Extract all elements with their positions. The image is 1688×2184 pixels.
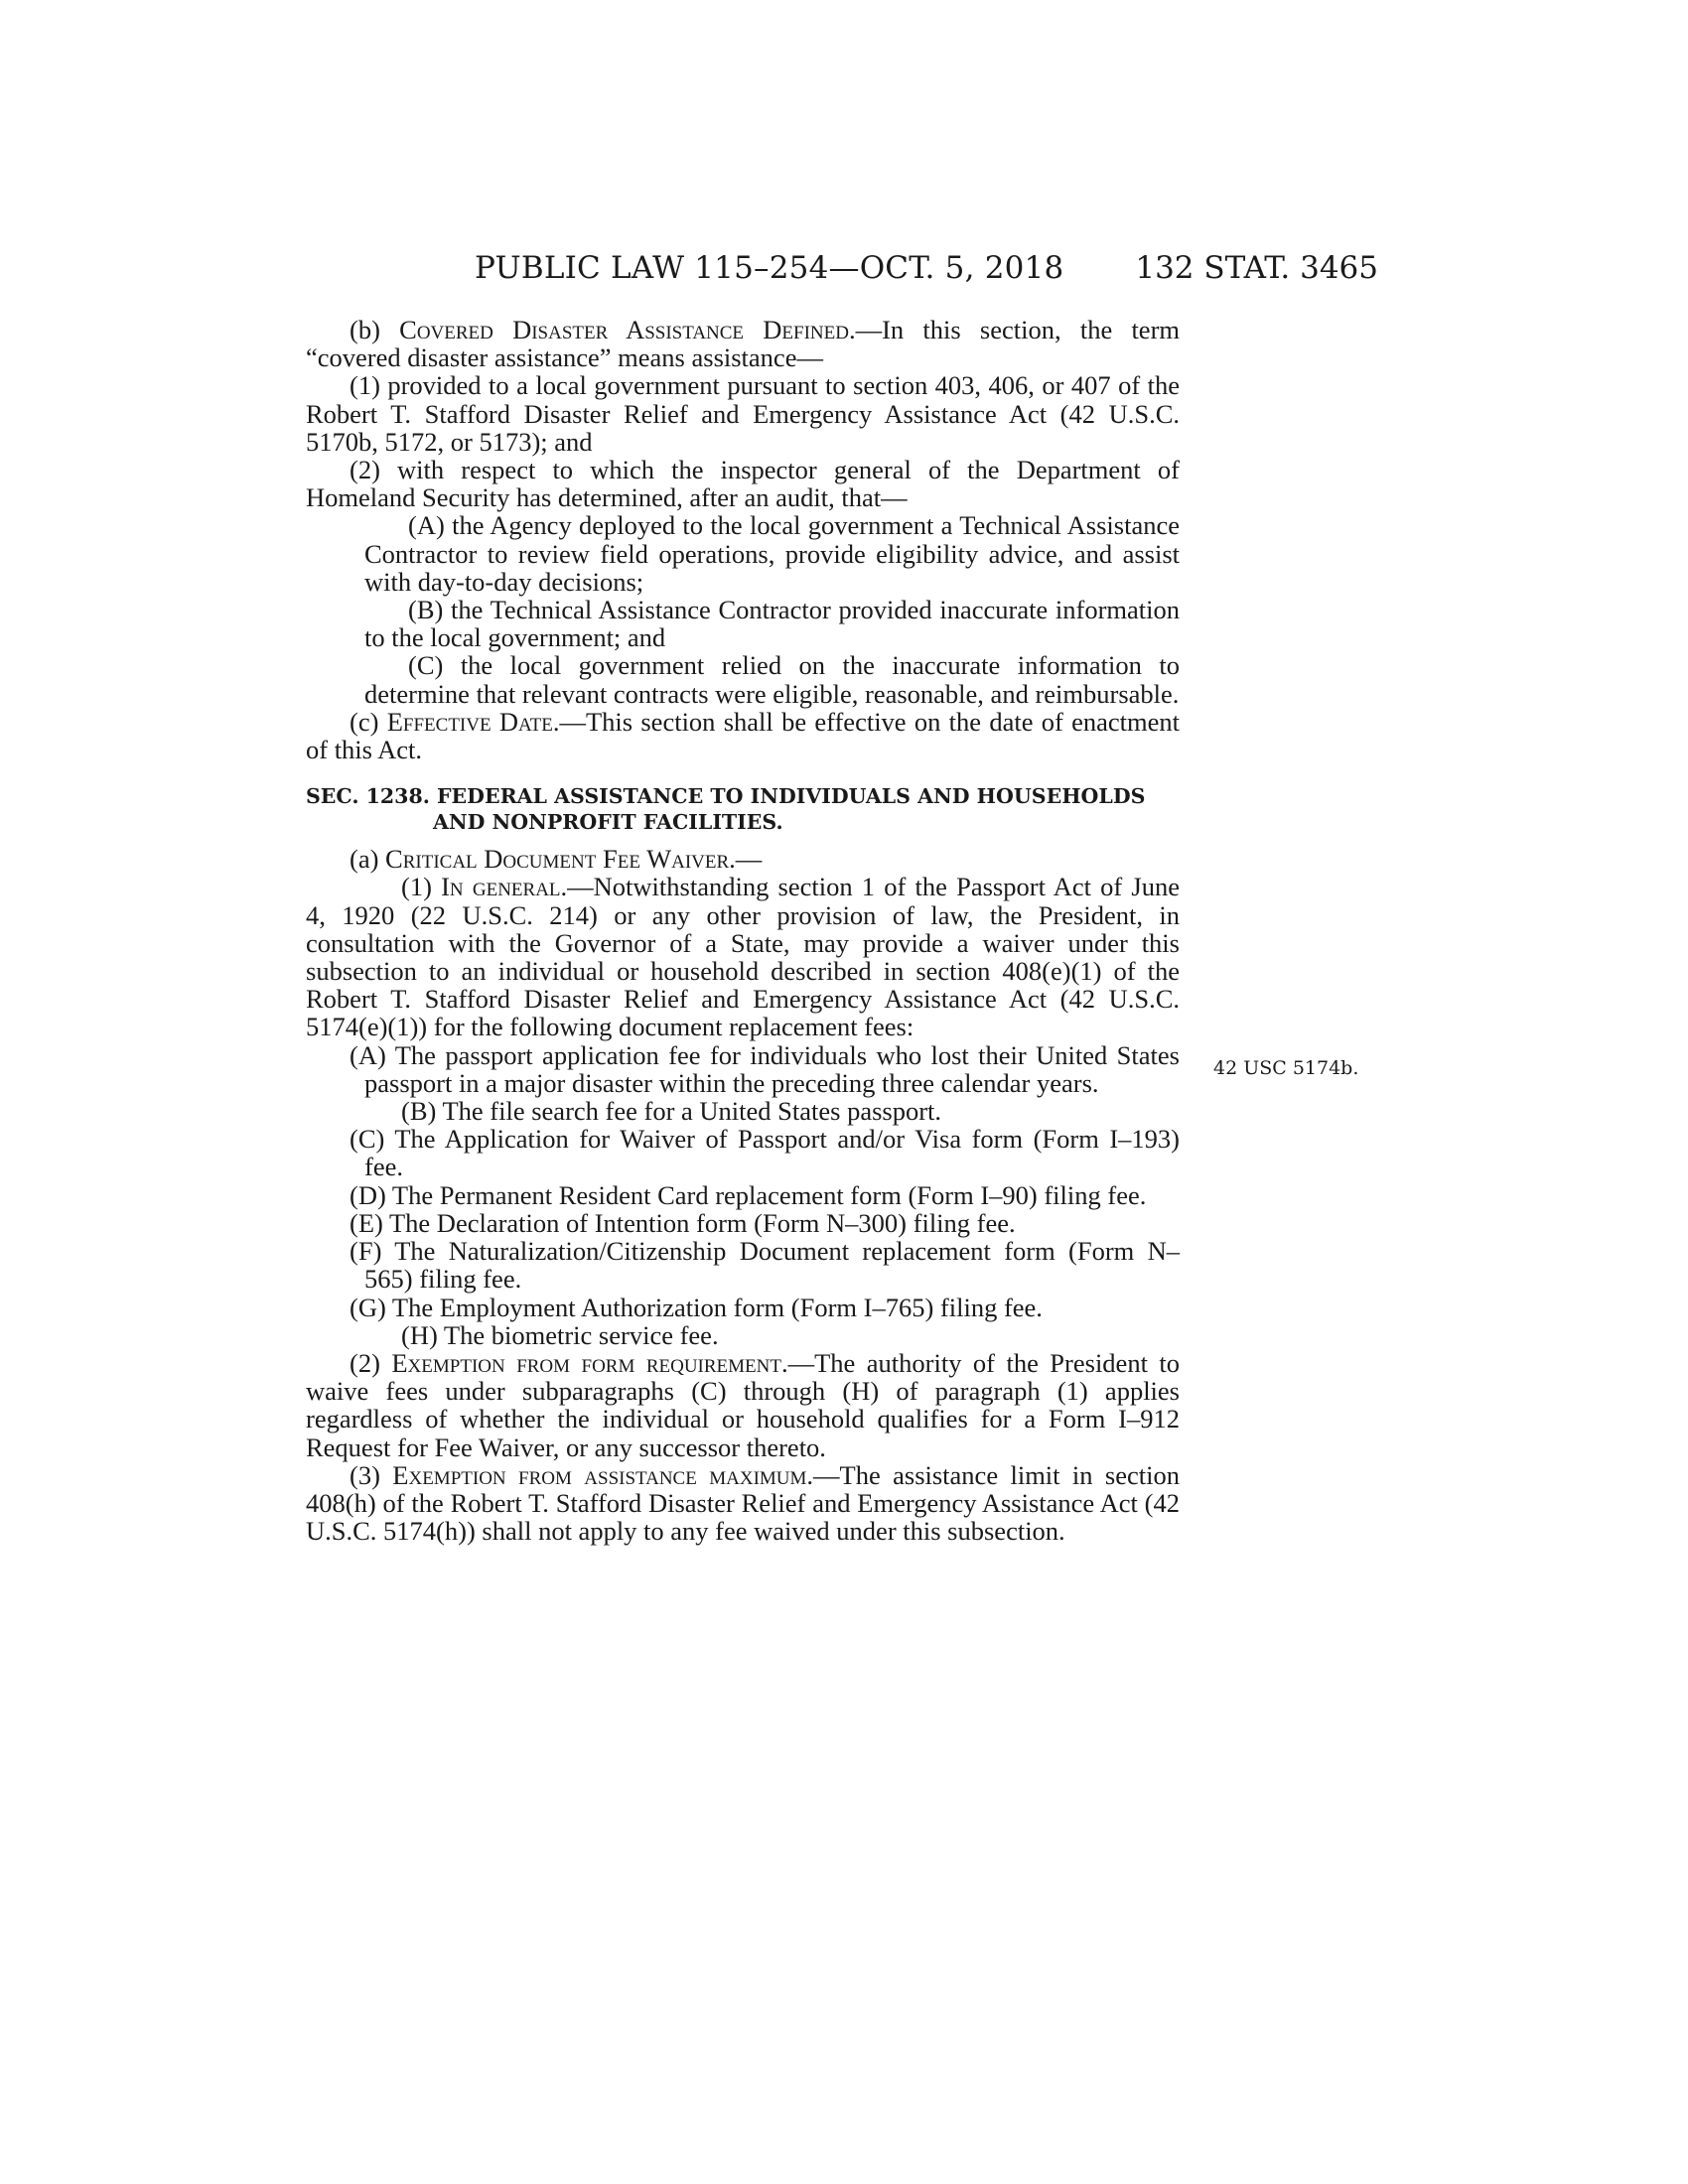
statute-page-number: 132 STAT. 3465 [1135,250,1378,286]
paragraph-a-3: (3) Exemption from assistance maximum.—The assistance limit in section 408(h) of the Robert T. Stafford Disaster Relief and Emergency Assistance Act (42 U.S.C. 5174(h)) shall not apply to any fee waived under this subsection. [306,1459,1180,1547]
fee-item: (A) The passport application fee for individuals who lost their United States passport in a major disaster within the preceding three calendar years. [350,1039,1180,1098]
fee-item: (E) The Declaration of Intention form (Form N–300) filing fee. [350,1207,1016,1238]
document-body [306,316,1180,1545]
fee-item: (C) The Application for Waiver of Passport and/or Visa form (Form I–193) fee. [350,1124,1180,1182]
running-header-title: PUBLIC LAW 115–254—OCT. 5, 2018 [475,250,1064,286]
paragraph-a-1: (1) In general.—Notwithstanding section 1 of the Passport Act of June 4, 1920 (22 U.S.C. 214) or any other provision of law, the President, in consultation with the Governor of a State, may provide a waiver under this subsection to an individual or household described in section 408(e)(1) of the Robert T. Stafford Disaster Relief and Emergency Assistance Act (42 U.S.C. 5174(e)(1)) for the following document replacement fees: [306,872,1181,1042]
fee-item: (G) The Employment Authorization form (Form I–765) filing fee. [350,1292,1043,1322]
paragraph-b-1: (1) provided to a local government pursuant to section 403, 406, or 407 of the Robert T. Stafford Disaster Relief and Emergency Assistance Act (42 U.S.C. 5170b, 5172, or 5173); and [306,370,1180,457]
paragraph-a-1-heading: In general [441,872,561,902]
margin-note-usc: 42 USC 5174b. [1213,1057,1359,1079]
subsection-a-heading: Critical Document Fee Waiver [385,844,730,875]
subsection-b-heading: Covered Disaster Assistance Defined [399,315,849,344]
subsection-c-heading: Effective Date [386,706,553,737]
subparagraph-b-2-C: (C) the local government relied on the inaccurate information to determine that relevant contracts were eligible, reasonable, and reimbursable. [364,650,1180,709]
subparagraph-b-2-A: (A) the Agency deployed to the local government a Technical Assistance Contractor to review field operations, provide eligibility advice, and assist with day-to-day decisions; [364,510,1180,597]
subsection-a-heading-line: (a) Critical Document Fee Waiver.— [350,844,763,875]
subsection-c: (c) Effective Date.—This section shall be effective on the date of enactment of this Act. [306,706,1181,765]
paragraph-b-2: (2) with respect to which the inspector general of the Department of Homeland Security has determined, after an audit, that— [306,455,1180,513]
section-1238-heading: SEC. 1238. FEDERAL ASSISTANCE TO INDIVIDUALS AND HOUSEHOLDS AND NONPROFIT FACILITIES. [306,784,1146,835]
paragraph-a-3-heading: Exemption from assistance maximum [392,1459,807,1490]
paragraph-a-2-heading: Exemption from form requirement [391,1347,781,1378]
fee-item: (B) The file search fee for a United States passport. [401,1096,942,1127]
subsection-b-intro: (b) Covered Disaster Assistance Defined.—In this section, the term “covered disaster assistance” means assistance— [306,315,1181,373]
paragraph-a-2: (2) Exemption from form requirement.—The authority of the President to waive fees under subparagraphs (C) through (H) of paragraph (1) applies regardless of whether the individual or household qualifies for a Form I–912 Request for Fee Waiver, or any successor thereto. [306,1347,1181,1462]
fee-item: (H) The biometric service fee. [401,1319,719,1350]
fee-item: (D) The Permanent Resident Card replacement form (Form I–90) filing fee. [350,1179,1147,1210]
fee-item: (F) The Naturalization/Citizenship Document replacement form (Form N–565) filing fee. [350,1236,1180,1295]
subparagraph-b-2-B: (B) the Technical Assistance Contractor provided inaccurate information to the local government; and [364,595,1180,653]
